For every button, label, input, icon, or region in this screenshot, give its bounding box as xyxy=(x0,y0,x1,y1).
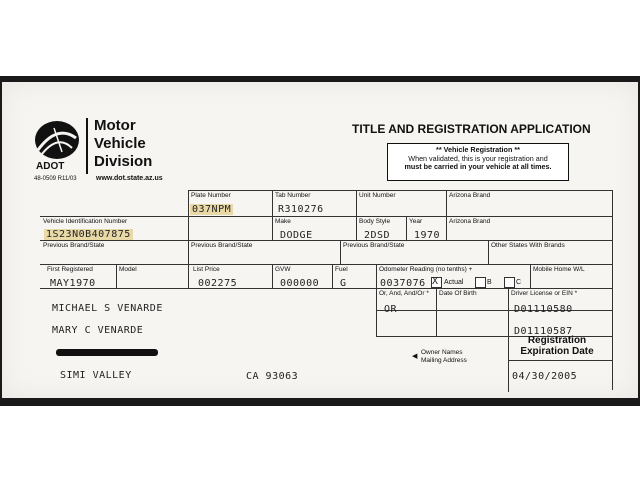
reg-expiration-line-1: Registration xyxy=(527,335,587,346)
dl-1-value: D01110580 xyxy=(514,304,573,315)
make-label: Make xyxy=(275,218,291,225)
grid-line xyxy=(332,264,333,288)
vin-value: 1S23N0B407875 xyxy=(46,229,131,240)
grid-line xyxy=(446,190,447,240)
grid-line xyxy=(188,190,189,288)
list-price-label: List Price xyxy=(193,266,220,273)
grid-line xyxy=(188,190,613,191)
mobile-home-label: Mobile Home W/L xyxy=(533,266,585,273)
arizona-brand-2-label: Arizona Brand xyxy=(449,218,491,225)
body-style-label: Body Style xyxy=(359,218,391,225)
grid-line xyxy=(40,216,613,217)
b-label: B xyxy=(487,279,492,286)
adot-logo-text: ADOT xyxy=(36,161,65,172)
prev-brand-state-3-label: Previous Brand/State xyxy=(343,242,405,249)
body-style-value: 2DSD xyxy=(364,230,391,241)
dob-label: Date Of Birth xyxy=(439,290,477,297)
reg-expiration-line-2: Expiration Date xyxy=(520,346,594,357)
logo-divider xyxy=(86,118,88,174)
model-label: Model xyxy=(119,266,137,273)
reg-notice-line-3: must be carried in your vehicle at all times. xyxy=(404,162,552,172)
state-zip-value: CA 93063 xyxy=(246,371,299,382)
grid-line xyxy=(356,190,357,216)
year-value: 1970 xyxy=(414,230,441,241)
grid-line xyxy=(356,216,357,240)
redacted-line xyxy=(56,349,158,356)
prev-brand-state-2-label: Previous Brand/State xyxy=(191,242,253,249)
grid-line xyxy=(436,288,437,336)
first-registered-value: MAY1970 xyxy=(50,278,96,289)
vin-label: Vehicle Identification Number xyxy=(43,218,128,225)
grid-line xyxy=(376,264,377,336)
fuel-value: G xyxy=(340,278,347,289)
reg-notice-line-2: When validated, this is your registration and xyxy=(408,153,548,163)
owner-2-name: MARY C VENARDE xyxy=(52,325,144,336)
grid-line xyxy=(272,264,273,288)
division-line-1: Motor xyxy=(94,117,136,134)
tab-number-label: Tab Number xyxy=(275,192,311,199)
or-and-value: OR xyxy=(384,304,398,315)
year-label: Year xyxy=(409,218,423,225)
plate-number-value: 037NPM xyxy=(192,204,232,215)
arrow-icon: ◀ xyxy=(412,353,418,360)
gvw-label: GVW xyxy=(275,266,291,273)
b-checkbox[interactable] xyxy=(475,277,486,288)
odometer-value: 0037076 xyxy=(380,278,426,289)
grid-line xyxy=(40,240,613,241)
or-and-label: Or, And, And/Or * xyxy=(379,290,429,297)
grid-line xyxy=(40,264,613,265)
make-value: DODGE xyxy=(280,230,313,241)
first-registered-label: First Registered xyxy=(47,266,93,273)
owner-1-name: MICHAEL S VENARDE xyxy=(52,303,163,314)
reg-notice-line-1: ** Vehicle Registration ** xyxy=(436,145,520,154)
tab-number-value: R310276 xyxy=(278,204,324,215)
adot-logo-icon xyxy=(32,120,82,160)
grid-line xyxy=(488,240,489,264)
dl-2-value: D01110587 xyxy=(514,326,573,337)
grid-line xyxy=(376,310,613,311)
dl-ein-label: Driver License or EIN * xyxy=(511,290,578,297)
c-checkbox[interactable] xyxy=(504,277,515,288)
odometer-label: Odometer Reading (no tenths) + xyxy=(379,266,473,273)
grid-line xyxy=(508,360,613,361)
registration-notice-box xyxy=(387,143,569,181)
c-label: C xyxy=(516,279,522,286)
grid-line xyxy=(272,190,273,240)
division-line-2: Vehicle xyxy=(94,135,146,152)
grid-line xyxy=(340,240,341,264)
grid-line xyxy=(40,288,613,289)
prev-brand-state-1-label: Previous Brand/State xyxy=(43,242,105,249)
owner-names-label: Owner Names xyxy=(421,349,463,356)
city-value: SIMI VALLEY xyxy=(60,370,132,381)
plate-number-label: Plate Number xyxy=(191,192,231,199)
grid-line xyxy=(508,288,509,392)
fuel-label: Fuel xyxy=(335,266,348,273)
form-number: 48-0509 R11/03 xyxy=(34,176,77,182)
unit-number-label: Unit Number xyxy=(359,192,396,199)
division-line-3: Division xyxy=(94,153,153,170)
actual-checkmark: X xyxy=(432,276,439,287)
grid-line xyxy=(612,190,613,390)
website: www.dot.state.az.us xyxy=(96,175,163,182)
grid-line xyxy=(406,216,407,240)
grid-line xyxy=(530,264,531,288)
document-title: TITLE AND REGISTRATION APPLICATION xyxy=(352,122,591,136)
list-price-value: 002275 xyxy=(198,278,238,289)
actual-label: Actual xyxy=(444,279,464,286)
arizona-brand-label: Arizona Brand xyxy=(449,192,491,199)
grid-line xyxy=(116,264,117,288)
gvw-value: 000000 xyxy=(280,278,320,289)
expiration-date-value: 04/30/2005 xyxy=(512,371,578,382)
mailing-address-label: Mailing Address xyxy=(421,357,467,364)
other-states-label: Other States With Brands xyxy=(491,242,565,249)
